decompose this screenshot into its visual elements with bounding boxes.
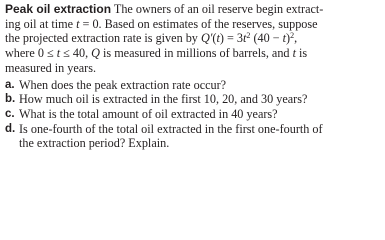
statement-text: is measured in millions of barrels, and <box>99 46 293 61</box>
formula-text: ) <box>286 31 291 46</box>
statement-line-5 <box>5 61 381 76</box>
variable-q-prime: Q′ <box>200 31 213 46</box>
formula-text: (40 − <box>250 31 283 46</box>
statement-text: measured in years. <box>5 60 97 75</box>
exponent: 2 <box>246 31 251 41</box>
part-text: Is one-fourth of the total oil extracted in the first one-fourth of <box>19 121 323 136</box>
statement-text: the projected extraction rate is given by <box>5 31 201 46</box>
problem-title: Peak oil extraction <box>5 2 112 16</box>
statement-text: ≤ 40, <box>60 46 92 61</box>
formula-text: ) = 3 <box>219 31 243 46</box>
part-label: b. <box>5 93 16 106</box>
statement-line-2 <box>5 17 381 32</box>
statement-line-1 <box>5 2 381 17</box>
exponent: 2 <box>290 31 295 41</box>
statement-text: = 0. Based on estimates of the reserves, suppose <box>79 16 318 31</box>
problem-part-b <box>5 92 381 107</box>
problem-block <box>5 2 381 151</box>
variable-t: t <box>282 31 287 46</box>
variable-t: t <box>243 31 247 46</box>
variable-t: t <box>292 46 296 61</box>
statement-text: where 0 ≤ <box>5 46 57 61</box>
formula-text: , <box>294 31 298 46</box>
part-label: d. <box>5 122 16 135</box>
part-text: How much oil is extracted in the first 10, 20, and 30 years? <box>19 92 308 107</box>
variable-t: t <box>216 31 220 46</box>
part-text: When does the peak extraction rate occur? <box>19 77 227 92</box>
statement-text: ing oil at time <box>5 16 77 31</box>
problem-parts-list <box>5 78 381 152</box>
part-label: c. <box>5 107 15 120</box>
part-label: a. <box>5 78 15 91</box>
variable-q: Q <box>91 46 100 61</box>
problem-part-c <box>5 107 381 122</box>
part-text-continued: the extraction period? Explain. <box>19 136 170 151</box>
formula-text: ( <box>212 31 217 46</box>
variable-t: t <box>56 46 61 61</box>
part-text: What is the total amount of oil extracted in 40 years? <box>19 106 278 121</box>
statement-line-3 <box>5 31 381 46</box>
statement-text: is <box>295 46 308 61</box>
problem-part-d <box>5 122 381 151</box>
problem-statement <box>5 2 381 76</box>
problem-part-a <box>5 78 381 93</box>
statement-text: The owners of an oil reserve begin extract- <box>113 2 324 16</box>
variable-t: t <box>76 16 80 31</box>
statement-line-4 <box>5 46 381 61</box>
